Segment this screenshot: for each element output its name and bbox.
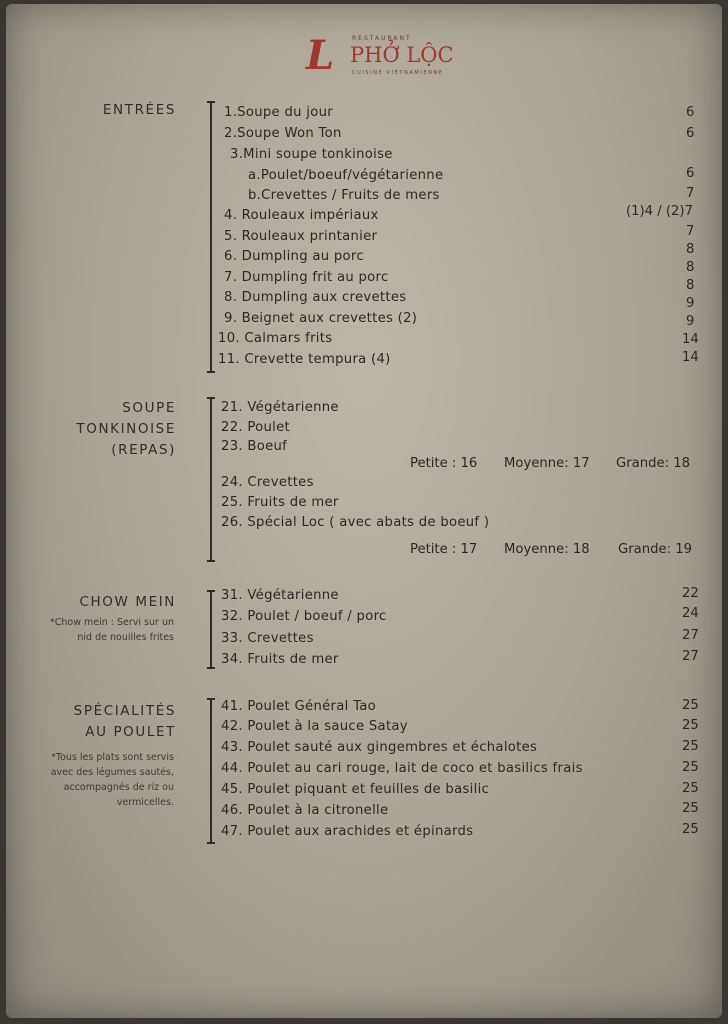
menu-page (6, 4, 722, 1018)
item-price: (1)4 / (2)7 (626, 204, 693, 219)
menu-item: 31. Végétarienne (221, 588, 339, 603)
item-price: 9 (686, 314, 695, 329)
section-note-poulet-line4: vermicelles. (116, 797, 174, 808)
section-heading-soupe-line2: TONKINOISE (76, 421, 176, 437)
section-note-poulet: *Tous les plats sont servis (51, 752, 174, 763)
item-price: 27 (682, 649, 699, 664)
section-heading-entrees: ENTRÉES (102, 102, 176, 118)
section-heading-chow-mein: CHOW MEIN (79, 594, 176, 610)
size-price-grande: Grande: 19 (618, 542, 692, 557)
section-divider-entrees (210, 101, 212, 373)
size-price-petite: Petite : 16 (410, 456, 478, 471)
menu-item: 22. Poulet (221, 420, 291, 435)
menu-item: 32. Poulet / boeuf / porc (221, 609, 387, 624)
size-price-moyenne: Moyenne: 18 (504, 542, 590, 557)
item-price: 7 (686, 224, 695, 239)
menu-item: 43. Poulet sauté aux gingembres et échalotes (221, 740, 538, 755)
size-price-moyenne: Moyenne: 17 (504, 456, 590, 471)
section-divider-poulet (210, 698, 212, 844)
menu-item: 1.Soupe du jour (224, 105, 333, 120)
menu-item: 26. Spécial Loc ( avec abats de boeuf ) (221, 515, 490, 530)
item-price: 25 (682, 822, 699, 837)
menu-item: a.Poulet/boeuf/végétarienne (248, 168, 444, 183)
item-price: 8 (686, 278, 695, 293)
menu-item: b.Crevettes / Fruits de mers (248, 188, 440, 203)
size-price-petite: Petite : 17 (410, 542, 478, 557)
menu-item: 11. Crevette tempura (4) (218, 352, 391, 367)
menu-item: 25. Fruits de mer (221, 495, 339, 510)
menu-item: 42. Poulet à la sauce Satay (221, 719, 408, 734)
menu-item: 21. Végétarienne (221, 400, 339, 415)
logo-subtitle: CUISINE VIETNAMIENNE (352, 70, 444, 76)
menu-item: 9. Beignet aux crevettes (2) (224, 311, 418, 326)
menu-item: 33. Crevettes (221, 631, 314, 646)
menu-item: 46. Poulet à la citronelle (221, 803, 389, 818)
menu-item: 47. Poulet aux arachides et épinards (221, 824, 474, 839)
item-price: 8 (686, 260, 695, 275)
menu-item: 4. Rouleaux impériaux (224, 208, 379, 223)
menu-item: 2.Soupe Won Ton (224, 126, 342, 141)
logo-mark: L (306, 32, 335, 79)
logo-name: PHỞ LỘC (350, 43, 454, 67)
section-divider-soupe (210, 397, 212, 562)
menu-item: 34. Fruits de mer (221, 652, 339, 667)
menu-item: 6. Dumpling au porc (224, 249, 364, 264)
section-note-chow-mein-line2: nid de nouilles frites (77, 632, 174, 643)
item-price: 9 (686, 296, 695, 311)
item-price: 6 (686, 166, 695, 181)
item-price: 24 (682, 606, 699, 621)
menu-item: 41. Poulet Général Tao (221, 699, 376, 714)
section-note-chow-mein: *Chow mein : Servi sur un (49, 617, 174, 628)
item-price: 25 (682, 781, 699, 796)
section-heading-poulet-line2: AU POULET (85, 724, 176, 740)
item-price: 25 (682, 718, 699, 733)
menu-item: 5. Rouleaux printanier (224, 229, 378, 244)
item-price: 25 (682, 739, 699, 754)
menu-item: 3.Mini soupe tonkinoise (230, 147, 393, 162)
section-heading-poulet: SPÉCIALITÉS (73, 703, 176, 719)
section-note-poulet-line2: avec des légumes sautés, (50, 767, 174, 778)
menu-item: 23. Boeuf (221, 439, 288, 454)
section-divider-chow-mein (210, 590, 212, 669)
item-price: 14 (682, 332, 699, 347)
item-price: 8 (686, 242, 695, 257)
item-price: 25 (682, 801, 699, 816)
menu-item: 44. Poulet au cari rouge, lait de coco et basilics frais (221, 761, 583, 776)
item-price: 25 (682, 760, 699, 775)
item-price: 6 (686, 126, 695, 141)
section-heading-soupe-line3: (REPAS) (111, 442, 176, 458)
menu-item: 8. Dumpling aux crevettes (224, 290, 407, 305)
restaurant-logo (306, 32, 454, 82)
item-price: 6 (686, 105, 695, 120)
section-note-poulet-line3: accompagnés de riz ou (63, 782, 174, 793)
menu-item: 7. Dumpling frit au porc (224, 270, 389, 285)
item-price: 7 (686, 186, 695, 201)
logo-restaurant-label: RESTAURANT (352, 35, 412, 42)
menu-item: 45. Poulet piquant et feuilles de basilic (221, 782, 490, 797)
item-price: 27 (682, 628, 699, 643)
menu-item: 10. Calmars frits (218, 331, 333, 346)
item-price: 25 (682, 698, 699, 713)
menu-item: 24. Crevettes (221, 475, 314, 490)
item-price: 14 (682, 350, 699, 365)
item-price: 22 (682, 586, 699, 601)
size-price-grande: Grande: 18 (616, 456, 690, 471)
section-heading-soupe: SOUPE (122, 400, 176, 416)
